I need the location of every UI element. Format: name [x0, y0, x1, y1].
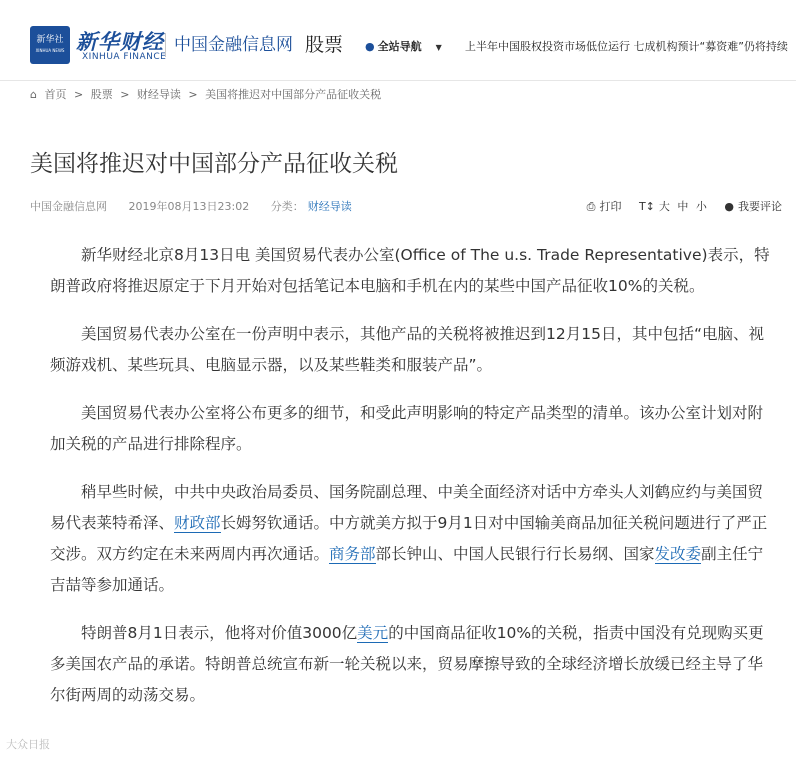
breadcrumb-stocks[interactable]: 股票 — [90, 88, 113, 101]
paragraph-3: 美国贸易代表办公室将公布更多的细节，和受此声明影响的特定产品类型的清单。该办公室计划对附加关税的产品进行排除程序。 — [50, 404, 764, 453]
paragraph-text: 长姆努钦通话。中方就美方拟于9月1日对中国输美商品加征关税问题进行了严正交涉。双方约定在未来两周内再次通话。 — [50, 514, 768, 563]
paragraph-2: 美国贸易代表办公室在一份声明中表示，其他产品的关税将被推迟到12月15日，其中包括“电脑、视频游戏机、某些玩具、电脑显示器，以及某些鞋类和服装产品”。 — [50, 325, 764, 374]
site-nav-label: 全站导航 — [377, 40, 422, 53]
site-nav-menu[interactable] — [365, 38, 442, 54]
article-tools — [583, 198, 782, 214]
article-body — [50, 240, 770, 728]
paragraph-text: 部长钟山、中国人民银行行长易纲、国家 — [375, 545, 655, 563]
print-button[interactable]: 打印 — [599, 200, 622, 213]
news-ticker[interactable]: 上半年中国股权投资市场低位运行 七成机构预计“募资难”仍将持续 — [465, 40, 788, 53]
brand-english: XINHUA FINANCE — [82, 52, 167, 62]
home-icon: ⌂ — [30, 88, 37, 101]
article-meta — [30, 198, 370, 214]
link-usd[interactable]: 美元 — [357, 624, 389, 642]
breadcrumb — [30, 86, 385, 102]
paragraph-text: 的中国商品征收10%的关税，指责中国没有兑现购买更多美国农产品的承诺。特朗普总统宣布新一轮关税以来，贸易摩擦导致的全球经济增长放缓已经主导了华尔街两周的动荡交易。 — [50, 624, 764, 704]
paragraph-5 — [50, 618, 770, 711]
logo-en-text: XINHUA NEWS — [35, 48, 65, 53]
comment-icon[interactable]: ● — [724, 200, 734, 213]
paragraph-4 — [50, 477, 770, 601]
location-pin-icon: ● — [365, 40, 375, 53]
logo-cn-text: 新华社 — [36, 35, 64, 45]
breadcrumb-current: 美国将推迟对中国部分产品征收关税 — [205, 88, 382, 101]
breadcrumb-separator: > — [73, 88, 84, 101]
comment-button[interactable]: 我要评论 — [738, 200, 782, 213]
breadcrumb-finance-guide[interactable]: 财经导读 — [136, 88, 181, 101]
article-datetime: 2019年08月13日23:02 — [128, 200, 250, 213]
paragraph-text: 副主任宁吉喆等参加通话。 — [50, 545, 764, 594]
link-ndrc[interactable]: 发改委 — [654, 545, 702, 563]
paragraph-text: 稍早些时候，中共中央政治局委员、国务院副总理、中美全面经济对话中方牵头人刘鹤应约与美国贸易代表莱特希泽、 — [50, 483, 764, 532]
chevron-down-icon: ▼ — [435, 43, 442, 52]
font-large-button[interactable]: 大 — [658, 200, 670, 213]
category-link[interactable]: 财经导读 — [307, 200, 352, 213]
print-icon[interactable]: ⎙ — [586, 200, 596, 213]
section-title[interactable]: 股票 — [305, 34, 344, 56]
breadcrumb-separator: > — [120, 88, 130, 101]
font-medium-button[interactable]: 中 — [677, 200, 689, 213]
xinhua-logo[interactable] — [30, 26, 70, 64]
paragraph-text: 特朗普8月1日表示，他将对价值3000亿 — [81, 624, 358, 642]
watermark: 大众日报 — [6, 738, 50, 751]
paragraph-1: 新华财经北京8月13日电 美国贸易代表办公室(Office of The u.s. Trade Representative)表示，特朗普政府将推迟原定于下月开始对包括笔记本电脑和手机在内的某些中国产品征收10%的关税。 — [50, 246, 770, 295]
category-label: 分类： — [270, 200, 304, 213]
article-source: 中国金融信息网 — [30, 200, 107, 213]
font-small-button[interactable]: 小 — [695, 200, 707, 213]
breadcrumb-home[interactable]: 首页 — [44, 88, 67, 101]
font-size-icon: T↕ — [638, 200, 655, 213]
link-ministry-of-commerce[interactable]: 商务部 — [329, 545, 376, 563]
brand-name[interactable]: 新华财经 — [76, 29, 164, 54]
article-title: 美国将推迟对中国部分产品征收关税 — [30, 151, 398, 177]
site-name-link[interactable]: 中国金融信息网 — [165, 33, 293, 57]
link-ministry-of-finance[interactable]: 财政部 — [174, 514, 221, 532]
site-header — [0, 0, 796, 81]
breadcrumb-separator: > — [188, 88, 198, 101]
